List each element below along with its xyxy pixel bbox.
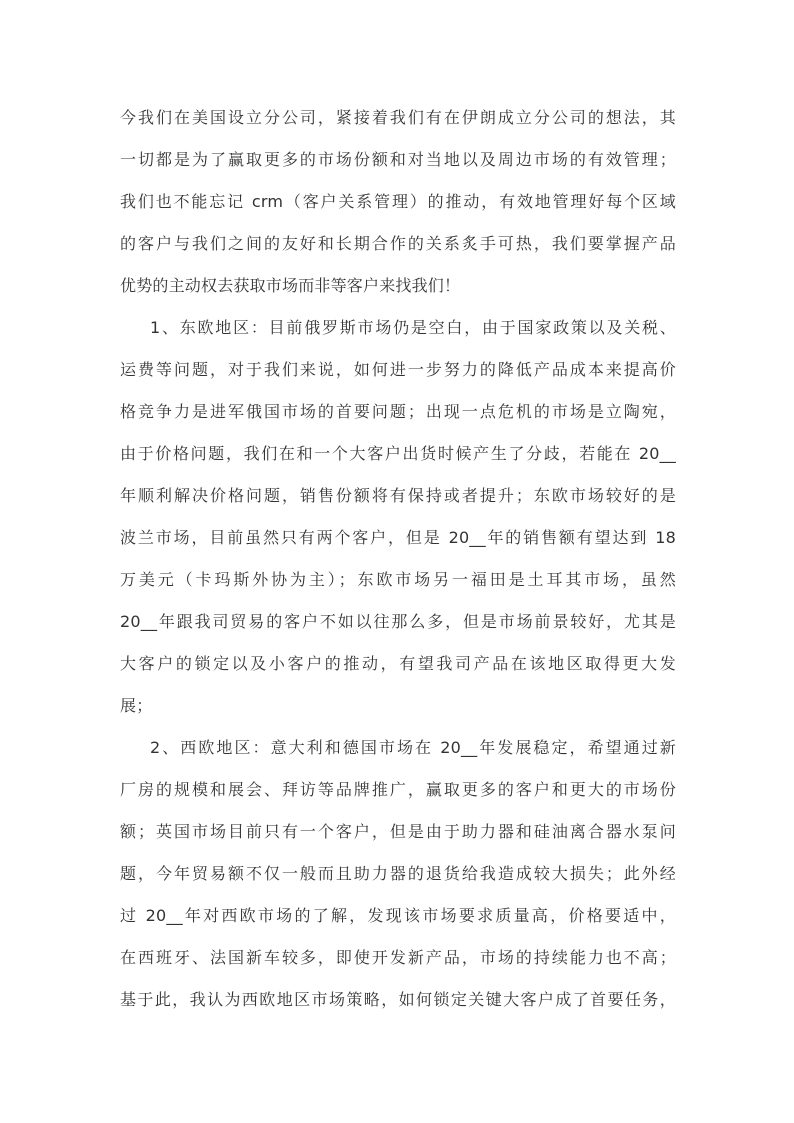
text-line: 优势的主动权去获取市场而非等客户来找我们！ xyxy=(120,276,461,295)
text-line: 展； xyxy=(120,696,153,715)
text-line: 由于价格问题，我们在和一个大客户出货时候产生了分歧，若能在 20__ xyxy=(120,444,676,463)
text-line: 年顺利解决价格问题，销售份额将有保持或者提升；东欧市场较好的是 xyxy=(120,486,676,505)
text-line: 万美元（卡玛斯外协为主）；东欧市场另一福田是土耳其市场，虽然 xyxy=(120,570,676,589)
text-line: 20__年跟我司贸易的客户不如以往那么多，但是市场前景较好，尤其是 xyxy=(120,612,676,631)
text-line: 一切都是为了赢取更多的市场份额和对当地以及周边市场的有效管理； xyxy=(120,150,676,169)
text-line: 过 20__年对西欧市场的了解，发现该市场要求质量高，价格要适中， xyxy=(120,906,676,925)
section-heading-western-europe: 2、西欧地区：意大利和德国市场在 20__年发展稳定，希望通过新 xyxy=(150,738,676,757)
text-line: 我们也不能忘记 crm（客户关系管理）的推动，有效地管理好每个区域 xyxy=(120,192,676,211)
text-line: 厂房的规模和展会、拜访等品牌推广，赢取更多的客户和更大的市场份 xyxy=(120,780,676,799)
text-line: 格竞争力是进军俄国市场的首要问题；出现一点危机的市场是立陶宛， xyxy=(120,402,676,421)
text-line: 今我们在美国设立分公司，紧接着我们有在伊朗成立分公司的想法，其 xyxy=(120,108,676,127)
text-line: 波兰市场，目前虽然只有两个客户，但是 20__年的销售额有望达到 18 xyxy=(120,528,676,547)
text-line: 的客户与我们之间的友好和长期合作的关系炙手可热，我们要掌握产品 xyxy=(120,234,676,253)
text-line: 额；英国市场目前只有一个客户，但是由于助力器和硅油离合器水泵问 xyxy=(120,822,676,841)
text-line: 题，今年贸易额不仅一般而且助力器的退货给我造成较大损失；此外经 xyxy=(120,864,676,883)
text-line: 基于此，我认为西欧地区市场策略，如何锁定关键大客户成了首要任务， xyxy=(120,990,676,1009)
text-line: 大客户的锁定以及小客户的推动，有望我司产品在该地区取得更大发 xyxy=(120,654,676,673)
document-body xyxy=(120,97,676,1021)
section-heading-eastern-europe: 1、东欧地区：目前俄罗斯市场仍是空白，由于国家政策以及关税、 xyxy=(150,318,676,337)
text-line: 在西班牙、法国新车较多，即使开发新产品，市场的持续能力也不高； xyxy=(120,948,676,967)
text-line: 运费等问题，对于我们来说，如何进一步努力的降低产品成本来提高价 xyxy=(120,360,676,379)
